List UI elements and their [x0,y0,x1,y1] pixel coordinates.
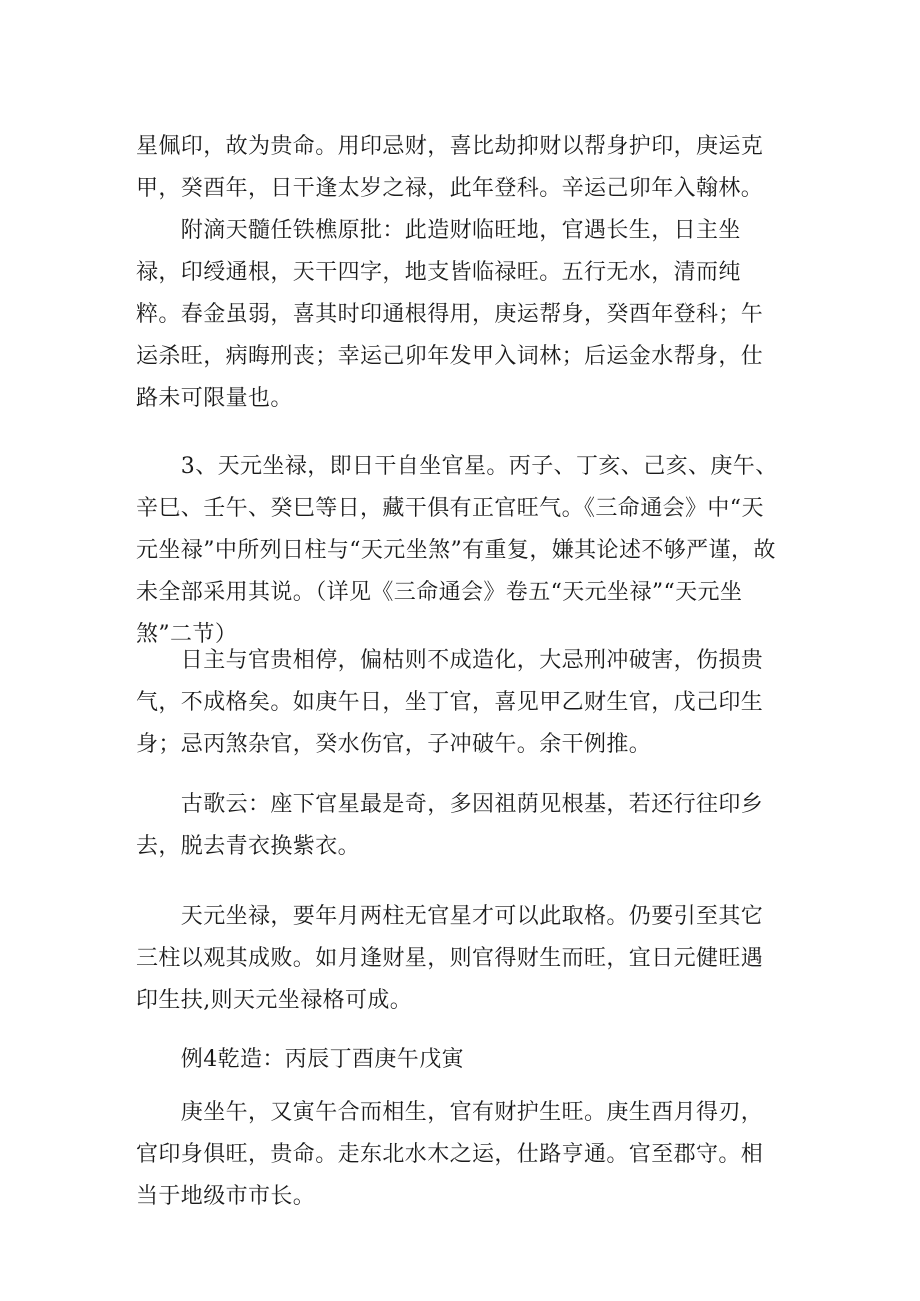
paragraph-3: 3、天元坐禄，即日干自坐官星。丙子、丁亥、己亥、庚午、辛巳、壬午、癸巳等日，藏干俱有正官旺气。《三命通会》中“天元坐禄”中所列日柱与“天元坐煞”有重复，嫌其论述不够严谨，故未全部采用其说。（详见《三命通会》卷五“天元坐禄”“天元坐煞”二节） [136,454,778,647]
paragraph-8: 庚坐午，又寅午合而相生，官有财护生旺。庚生酉月得刃，官印身俱旺，贵命。走东北水木之运，仕路亨通。官至郡守。相当于地级市市长。 [136,1100,764,1209]
paragraph-5: 古歌云：座下官星最是奇，多因祖荫见根基，若还行往印乡去，脱去青衣换紫衣。 [136,792,764,859]
paragraph-7: 例4乾造：丙辰丁酉庚午戊寅 [136,1047,464,1072]
paragraph-2: 附滴天髓任铁樵原批：此造财临旺地，官遇长生，日主坐禄，印绶通根，天干四字，地支皆临禄旺。五行无水，清而纯粹。春金虽弱，喜其时印通根得用，庚运帮身，癸酉年登科；午运杀旺，病晦刑丧；幸运己卯年发甲入词林；后运金水帮身，仕路未可限量也。 [136,218,764,411]
paragraph-1: 星佩印，故为贵命。用印忌财，喜比劫抑财以帮身护印，庚运克甲，癸酉年，日干逢太岁之禄，此年登科。辛运己卯年入翰林。 [136,134,764,201]
paragraph-6: 天元坐禄，要年月两柱无官星才可以此取格。仍要引至其它三柱以观其成败。如月逢财星，则官得财生而旺，宜日元健旺遇印生扶,则天元坐禄格可成。 [136,904,764,1013]
paragraph-4: 日主与官贵相停，偏枯则不成造化，大忌刑冲破害，伤损贵气，不成格矣。如庚午日，坐丁官，喜见甲乙财生官，戊己印生身；忌丙煞杂官，癸水伤官，子冲破午。余干例推。 [136,648,764,757]
